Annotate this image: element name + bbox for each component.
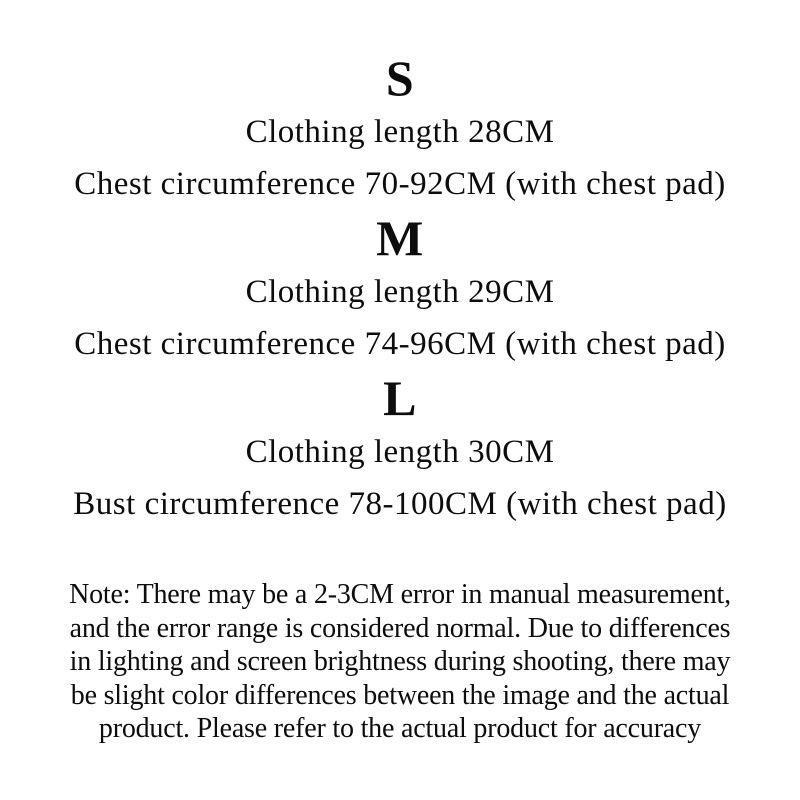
note-line-3: in lighting and screen brightness during shooting, there may bbox=[69, 646, 731, 677]
clothing-length-m: Clothing length 29CM bbox=[245, 274, 555, 310]
chest-circumference-s: Chest circumference 70-92CM (with chest pad) bbox=[74, 166, 726, 202]
size-heading-s: S bbox=[385, 50, 415, 106]
note-line-4: be slight color differences between the image and the actual bbox=[70, 679, 730, 711]
clothing-length-s: Clothing length 28CM bbox=[245, 114, 555, 150]
note-line-2: and the error range is considered normal. Due to differences bbox=[69, 612, 731, 644]
clothing-length-l: Clothing length 30CM bbox=[245, 434, 555, 470]
bust-circumference-l: Bust circumference 78-100CM (with chest pad) bbox=[73, 486, 727, 522]
size-section-s bbox=[0, 50, 800, 210]
size-heading-l: L bbox=[383, 370, 417, 426]
chest-circumference-m: Chest circumference 74-96CM (with chest pad) bbox=[74, 326, 726, 362]
note-line-1: Note: There may be a 2-3CM error in manual measurement, bbox=[69, 579, 731, 610]
size-section-m bbox=[0, 210, 800, 370]
size-heading-m: M bbox=[376, 210, 424, 266]
size-section-l bbox=[0, 370, 800, 530]
note-line-5: product. Please refer to the actual product for accuracy bbox=[98, 713, 702, 744]
measurement-note bbox=[0, 578, 800, 746]
